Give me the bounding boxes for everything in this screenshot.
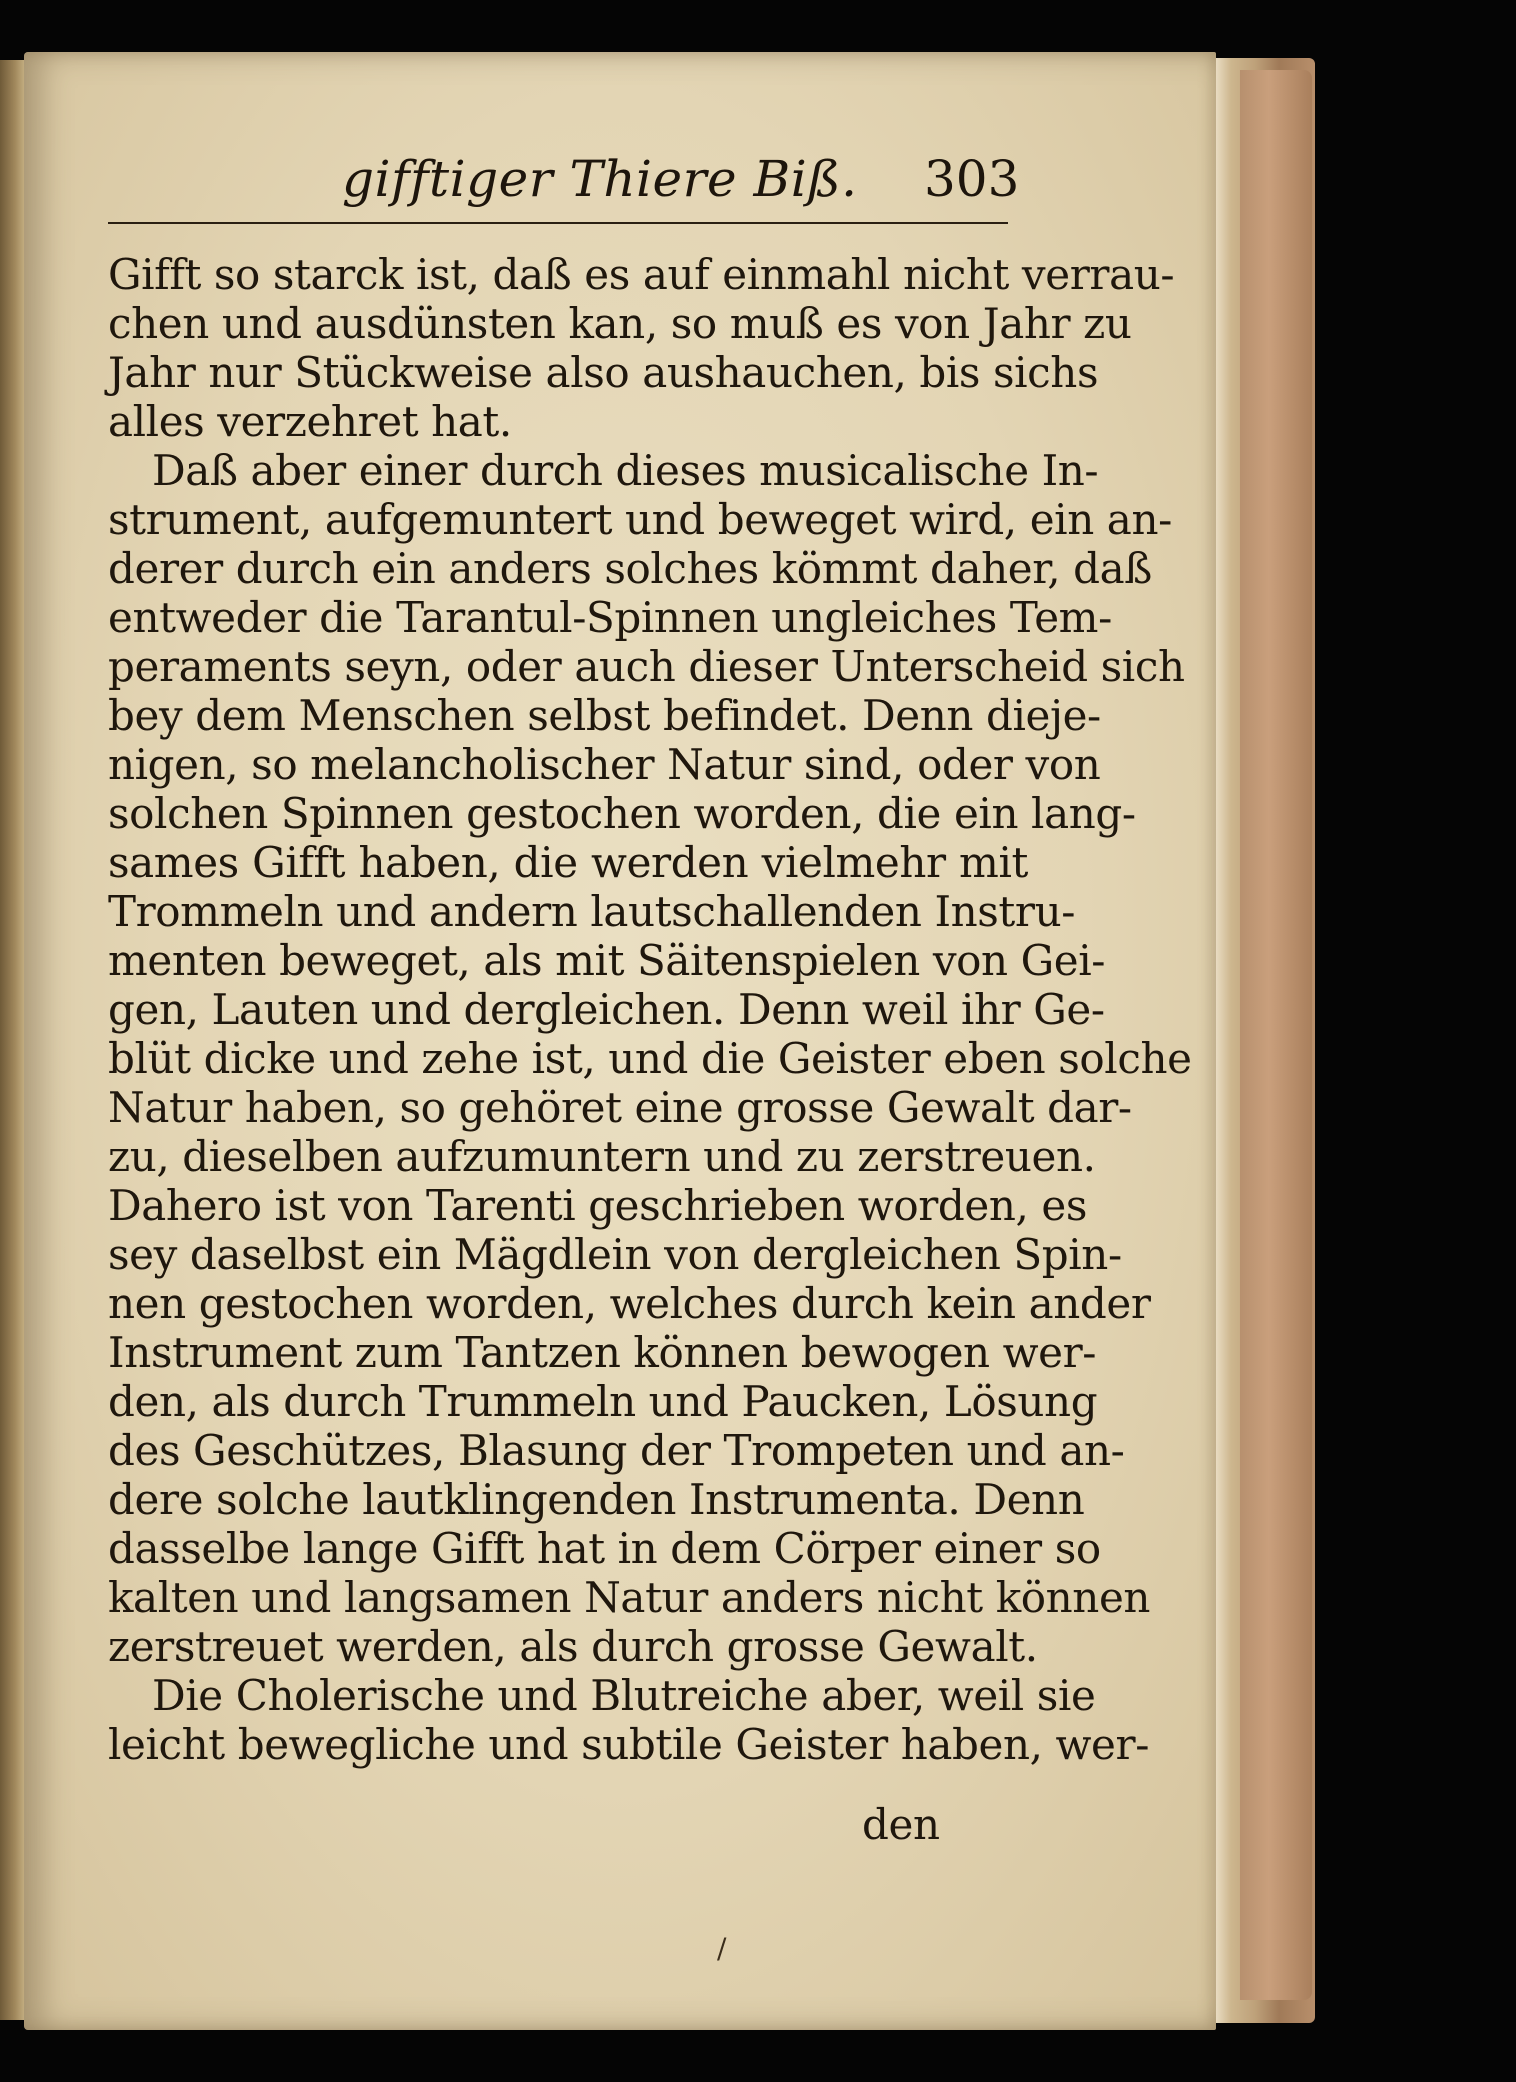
text-line: Gifft so starck ist, daß es auf einmahl nicht verrau- bbox=[108, 250, 1175, 299]
running-head bbox=[24, 150, 1216, 230]
text-line: gen, Lauten und dergleichen. Denn weil ihr Ge- bbox=[108, 985, 1105, 1034]
text-line: kalten und langsamen Natur anders nicht können bbox=[108, 1573, 1151, 1622]
text-line: sey daselbst ein Mägdlein von dergleichen Spin- bbox=[108, 1230, 1122, 1279]
text-line: Natur haben, so gehöret eine grosse Gewalt dar- bbox=[108, 1083, 1132, 1132]
text-line: peraments seyn, oder auch dieser Unterscheid sich bbox=[108, 642, 1185, 691]
text-line: entweder die Tarantul-Spinnen ungleiches Tem- bbox=[108, 593, 1112, 642]
text-line: Jahr nur Stückweise also aushauchen, bis sichs bbox=[108, 348, 1099, 397]
text-line: derer durch ein anders solches kömmt daher, daß bbox=[108, 544, 1152, 593]
text-line: blüt dicke und zehe ist, und die Geister eben solche bbox=[108, 1034, 1192, 1083]
text-line: alles verzehret hat. bbox=[108, 397, 512, 446]
text-line: sames Gifft haben, die werden vielmehr mit bbox=[108, 838, 1028, 887]
text-line: Trommeln und andern lautschallenden Instru- bbox=[108, 887, 1076, 936]
text-line: nen gestochen worden, welches durch kein ander bbox=[108, 1279, 1151, 1328]
margin-mark: / bbox=[717, 1932, 727, 1965]
catchword: den bbox=[862, 1800, 940, 1849]
text-line: dasselbe lange Gifft hat in dem Cörper einer so bbox=[108, 1524, 1101, 1573]
text-line: strument, aufgemuntert und beweget wird, ein an- bbox=[108, 495, 1172, 544]
header-rule bbox=[108, 222, 1008, 224]
body-text bbox=[108, 250, 1192, 1769]
text-line: des Geschützes, Blasung der Trompeten und an- bbox=[108, 1426, 1125, 1475]
text-line: leicht bewegliche und subtile Geister haben, wer- bbox=[108, 1720, 1149, 1769]
adjacent-page-edge bbox=[0, 60, 26, 2020]
text-line: chen und ausdünsten kan, so muß es von Jahr zu bbox=[108, 299, 1132, 348]
text-line: nigen, so melancholischer Natur sind, oder von bbox=[108, 740, 1101, 789]
text-line: Dahero ist von Tarenti geschrieben worden, es bbox=[108, 1181, 1087, 1230]
paragraph-start-line: Die Cholerische und Blutreiche aber, weil sie bbox=[152, 1671, 1096, 1720]
text-line: Instrument zum Tantzen können bewogen wer- bbox=[108, 1328, 1097, 1377]
book-page bbox=[24, 52, 1216, 2030]
text-line: bey dem Menschen selbst befindet. Denn dieje- bbox=[108, 691, 1101, 740]
text-line: zerstreuet werden, als durch grosse Gewalt. bbox=[108, 1622, 1038, 1671]
running-title: gifftiger Thiere Biß. bbox=[342, 150, 858, 208]
text-line: den, als durch Trummeln und Paucken, Lösung bbox=[108, 1377, 1098, 1426]
paragraph-start-line: Daß aber einer durch dieses musicalische In- bbox=[152, 446, 1099, 495]
text-line: menten beweget, als mit Säitenspielen von Gei- bbox=[108, 936, 1106, 985]
page-number: 303 bbox=[924, 150, 1020, 208]
text-line: zu, dieselben aufzumuntern und zu zerstreuen. bbox=[108, 1132, 1096, 1181]
text-line: solchen Spinnen gestochen worden, die ein lang- bbox=[108, 789, 1136, 838]
book-cover-edge bbox=[1240, 70, 1312, 2000]
text-line: dere solche lautklingenden Instrumenta. Denn bbox=[108, 1475, 1085, 1524]
